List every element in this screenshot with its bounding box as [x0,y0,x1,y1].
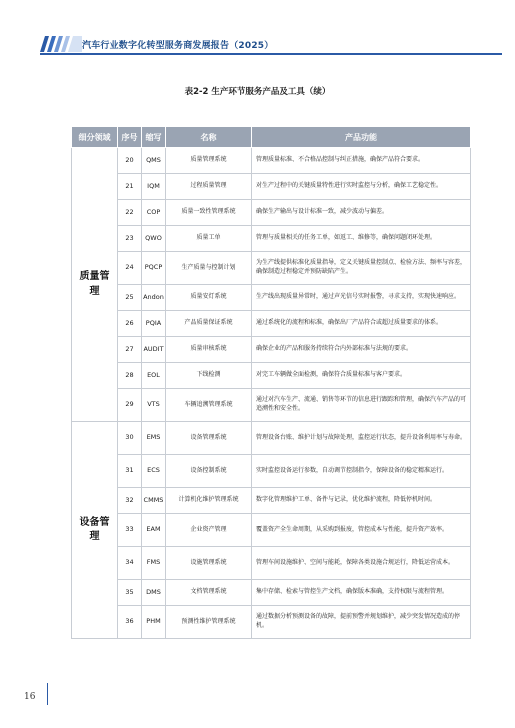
abbreviation-cell: QWO [142,226,166,252]
table-row [72,580,471,606]
abbreviation-cell: AUDIT [142,337,166,363]
row-number-cell: 23 [118,226,142,252]
product-function-cell: 对完工车辆做全面检测，确保符合质量标准与客户要求。 [252,363,471,389]
product-name-cell: 生产质量与控制计划 [166,252,252,285]
abbreviation-cell: Andon [142,285,166,311]
table-row [72,148,471,174]
row-number-cell: 31 [118,455,142,488]
row-number-cell: 33 [118,514,142,547]
product-function-cell: 对生产过程中的关键质量特性进行实时监控与分析，确保工艺稳定性。 [252,174,471,200]
product-function-cell: 集中存储、检索与管控生产文档，确保版本准确，支持权限与流程管理。 [252,580,471,606]
table-row [72,200,471,226]
page-header [0,0,515,56]
product-function-cell: 通过系统化的流程和标准，确保出厂产品符合或超过质量要求的体系。 [252,311,471,337]
table-row [72,174,471,200]
row-number-cell: 34 [118,547,142,580]
row-number-cell: 30 [118,422,142,455]
row-number-cell: 26 [118,311,142,337]
product-function-cell: 管理质量标准、不合格品控制与纠正措施，确保产品符合要求。 [252,148,471,174]
category-cell: 质量管理 [72,148,118,422]
product-name-cell: 过程质量管理 [166,174,252,200]
product-name-cell: 设备管理系统 [166,422,252,455]
table-row [72,226,471,252]
product-name-cell: 预测性维护管理系统 [166,606,252,639]
product-function-cell: 确保企业的产品和服务持续符合内外部标准与法规的要求。 [252,337,471,363]
product-name-cell: 设施管理系统 [166,547,252,580]
abbreviation-cell: EAM [142,514,166,547]
product-function-cell: 确保生产输出与设计标准一致，减少波动与偏差。 [252,200,471,226]
column-header-category: 细分领域 [72,127,118,148]
abbreviation-cell: ECS [142,455,166,488]
products-table [71,126,471,639]
table-row [72,455,471,488]
product-function-cell: 管理设备台账、维护计划与故障处理，监控运行状态，提升设备利用率与寿命。 [252,422,471,455]
header-title: 汽车行业数字化转型服务商发展报告（2025） [82,41,274,51]
abbreviation-cell: EOL [142,363,166,389]
column-header-name: 名称 [166,127,252,148]
page-number: 16 [24,692,36,702]
row-number-cell: 22 [118,200,142,226]
abbreviation-cell: PQIA [142,311,166,337]
table-body [72,148,471,639]
table-row [72,488,471,514]
abbreviation-cell: CMMS [142,488,166,514]
abbreviation-cell: PHM [142,606,166,639]
row-number-cell: 36 [118,606,142,639]
product-name-cell: 设备控制系统 [166,455,252,488]
product-function-cell: 管理车间设施维护、空间与能耗，保障各类设施合规运行，降低运营成本。 [252,547,471,580]
table-row [72,514,471,547]
header-stripes-decoration [40,36,82,52]
product-name-cell: 文档管理系统 [166,580,252,606]
abbreviation-cell: DMS [142,580,166,606]
table-row [72,363,471,389]
product-function-cell: 覆盖资产全生命周期，从采购到报废，管控成本与性能，提升资产效率。 [252,514,471,547]
row-number-cell: 27 [118,337,142,363]
table-header-row [72,127,471,148]
product-function-cell: 实时监控设备运行参数，自动调节控制指令，保障设备的稳定精准运行。 [252,455,471,488]
product-function-cell: 生产线出现质量异常时，通过声光信号实时报警，寻求支持，实现快速响应。 [252,285,471,311]
table-row [72,547,471,580]
product-name-cell: 计算机化维护管理系统 [166,488,252,514]
abbreviation-cell: PQCP [142,252,166,285]
product-function-cell: 通过对汽车生产、流通、销售等环节的信息进行跟踪和管理，确保汽车产品的可追溯性和安全性。 [252,389,471,422]
abbreviation-cell: IQM [142,174,166,200]
product-name-cell: 质量一致性管理系统 [166,200,252,226]
table-row [72,422,471,455]
product-name-cell: 质量安灯系统 [166,285,252,311]
table-row [72,311,471,337]
row-number-cell: 28 [118,363,142,389]
product-function-cell: 通过数据分析预测设备的故障，提前预警并规划维护，减少突发情况造成的停机。 [252,606,471,639]
product-name-cell: 车辆追溯管理系统 [166,389,252,422]
product-name-cell: 质量管理系统 [166,148,252,174]
product-name-cell: 企业资产管理 [166,514,252,547]
abbreviation-cell: COP [142,200,166,226]
row-number-cell: 35 [118,580,142,606]
column-header-seq: 序号 [118,127,142,148]
product-name-cell: 下线检测 [166,363,252,389]
abbreviation-cell: QMS [142,148,166,174]
footer-bar [47,683,48,705]
table-row [72,337,471,363]
row-number-cell: 25 [118,285,142,311]
table-row [72,389,471,422]
product-function-cell: 为生产线提供标准化质量指导，定义关键质量控制点、检验方法、频率与容差，确保制造过程稳定并预防缺陷产生。 [252,252,471,285]
row-number-cell: 24 [118,252,142,285]
abbreviation-cell: EMS [142,422,166,455]
table-title: 表2-2 生产环节服务产品及工具（续） [184,87,331,97]
product-function-cell: 管理与质量相关的任务工单，如返工、维修等，确保问题闭环处理。 [252,226,471,252]
row-number-cell: 29 [118,389,142,422]
product-name-cell: 质量工单 [166,226,252,252]
table-row [72,606,471,639]
row-number-cell: 20 [118,148,142,174]
table-row [72,252,471,285]
abbreviation-cell: VTS [142,389,166,422]
abbreviation-cell: FMS [142,547,166,580]
category-cell: 设备管理 [72,422,118,639]
product-name-cell: 产品质量保证系统 [166,311,252,337]
header-rule [40,53,502,55]
product-function-cell: 数字化管理维护工单、备件与记录，优化维护流程，降低停机时间。 [252,488,471,514]
column-header-desc: 产品功能 [252,127,471,148]
table-row [72,285,471,311]
product-name-cell: 质量审核系统 [166,337,252,363]
row-number-cell: 32 [118,488,142,514]
row-number-cell: 21 [118,174,142,200]
column-header-abbr: 缩写 [142,127,166,148]
